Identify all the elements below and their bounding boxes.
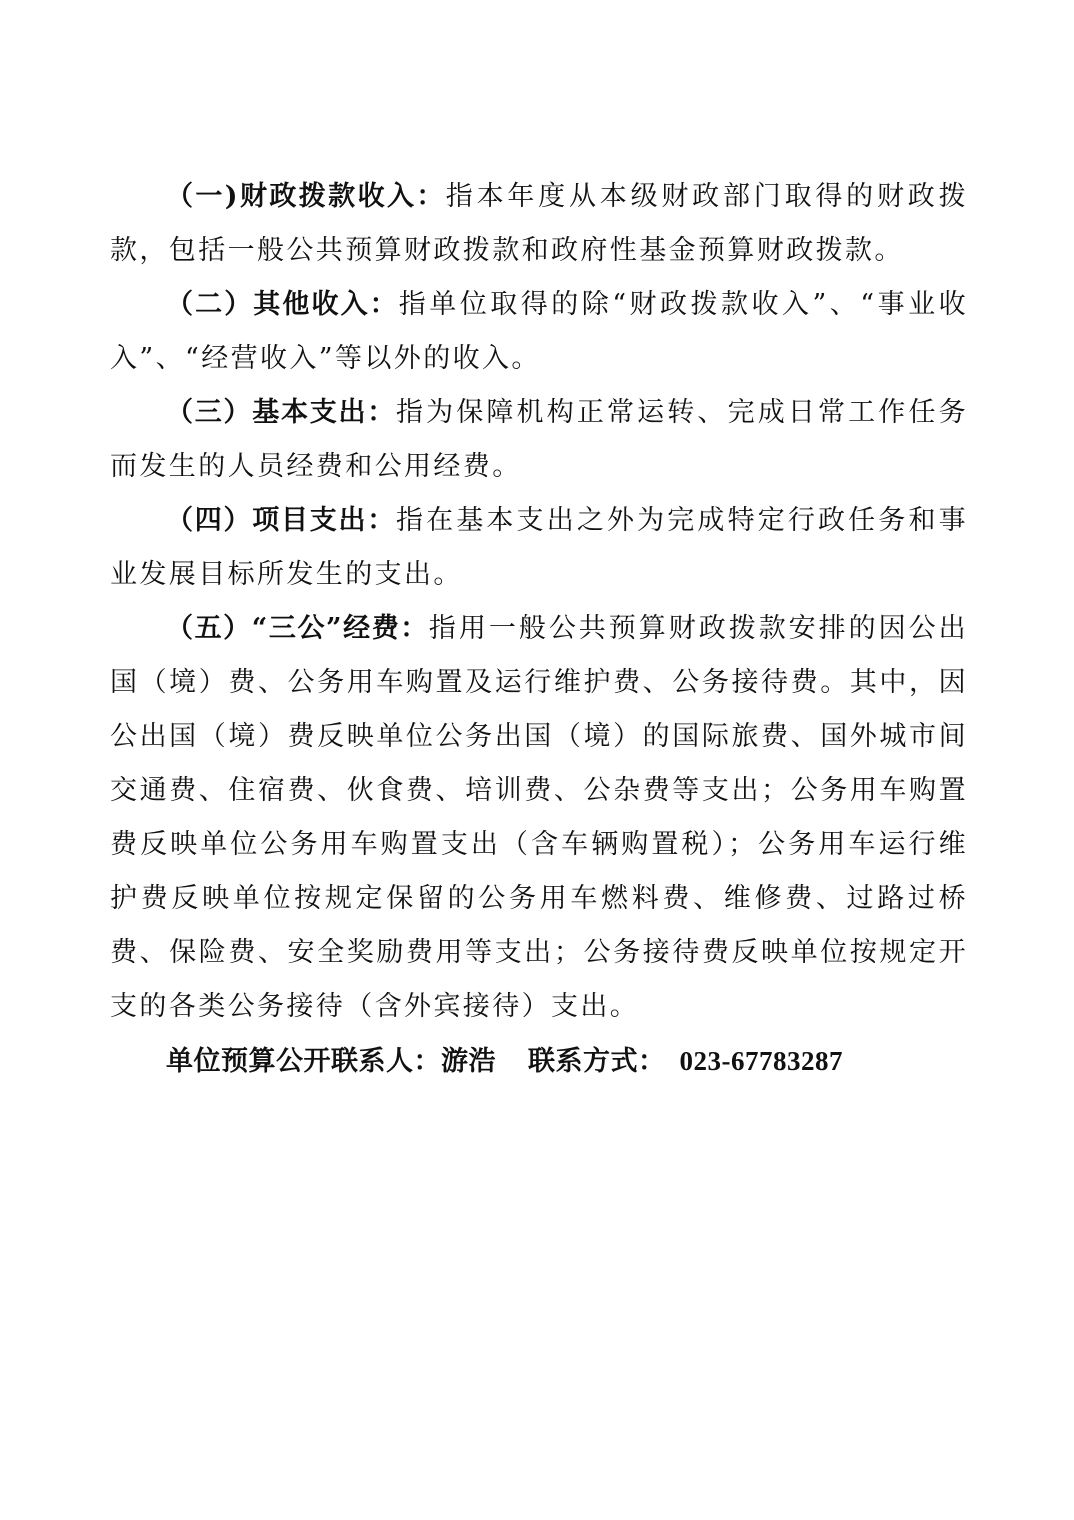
definition-text-5: 指用一般公共预算财政拨款安排的因公出国（境）费、公务用车购置及运行维护费、公务接待费。其中，因公出国（境）费反映单位公务出国（境）的国际旅费、国外城市间交通费、住宿费、伙食费、培训费、公杂费等支出；公务用车购置费反映单位公务用车购置支出（含车辆购置税）；公务用车运行维护费反映单位按规定保留的公务用车燃料费、维修费、过路过桥费、保险费、安全奖励费用等支出；公务接待费反映单位按规定开支的各类公务接待（含外宾接待）支出。 xyxy=(110,613,968,1022)
definition-term-3: （三）基本支出： xyxy=(166,397,396,428)
definition-text-1: 指本年度从本级财政部门取得的财政拨款，包括一般公共预算财政拨款和政府性基金预算财政拨款。 xyxy=(110,181,968,266)
document-body xyxy=(110,170,968,1089)
definition-term-2: （二）其他收入： xyxy=(166,289,399,320)
definition-text-3: 指为保障机构正常运转、完成日常工作任务而发生的人员经费和公用经费。 xyxy=(110,397,968,482)
contact-phone: 023-67783287 xyxy=(679,1046,843,1076)
definition-text-4: 指在基本支出之外为完成特定行政任务和事业发展目标所发生的支出。 xyxy=(110,505,968,590)
definition-text-2: 指单位取得的除“财政拨款收入”、“事业收入”、“经营收入”等以外的收入。 xyxy=(110,289,968,374)
definition-term-4: （四）项目支出： xyxy=(166,505,396,536)
definition-term-1: （一)财政拨款收入： xyxy=(166,181,446,212)
definition-paragraph-3 xyxy=(110,386,968,494)
definition-paragraph-5 xyxy=(110,602,968,1034)
definition-paragraph-1 xyxy=(110,170,968,278)
contact-line xyxy=(110,1034,968,1089)
contact-method-label: 联系方式： xyxy=(528,1046,666,1077)
contact-person-label: 单位预算公开联系人： xyxy=(166,1046,441,1077)
definition-paragraph-4 xyxy=(110,494,968,602)
definition-paragraph-2 xyxy=(110,278,968,386)
definition-term-5: （五）“三公”经费： xyxy=(166,613,429,644)
contact-person-name: 游浩 xyxy=(441,1046,496,1077)
